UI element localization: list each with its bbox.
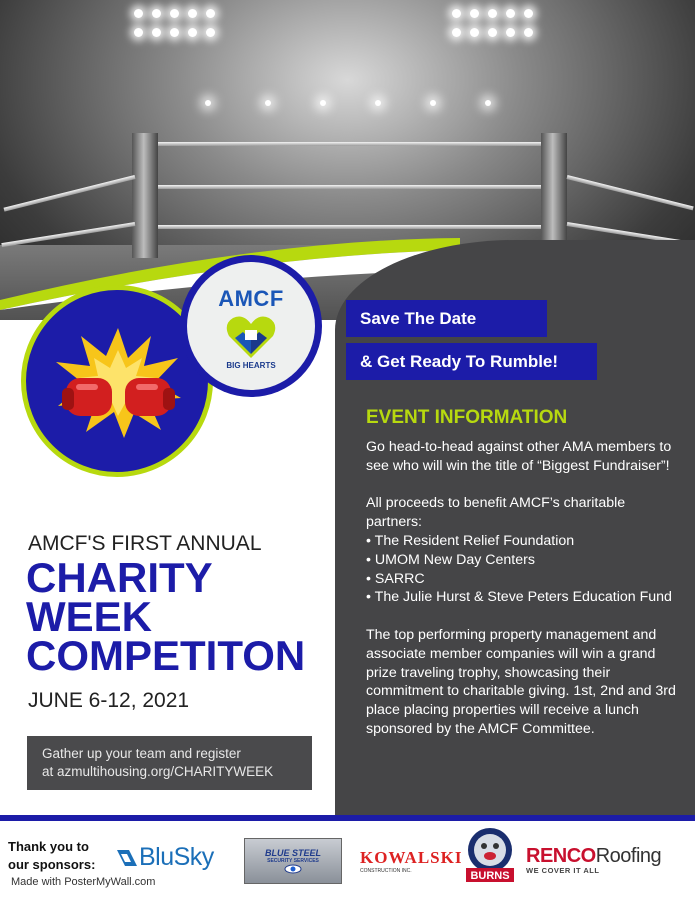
ring-rope xyxy=(158,185,541,189)
sponsor-logo-renco xyxy=(526,845,661,875)
blusky-mark-icon xyxy=(115,846,139,870)
event-info-heading: EVENT INFORMATION xyxy=(366,407,568,428)
kowalski-wordmark: KOWALSKI xyxy=(360,848,463,867)
ring-rope xyxy=(158,142,541,146)
partner-item: • UMOM New Day Centers xyxy=(366,551,535,568)
title-line: COMPETITON xyxy=(26,632,306,679)
spotlight xyxy=(320,100,326,106)
event-info-body xyxy=(366,438,684,758)
thanks-line: our sponsors: xyxy=(8,857,96,872)
register-line: Gather up your team and register xyxy=(42,746,241,761)
stadium-light xyxy=(488,28,497,37)
stadium-light xyxy=(452,9,461,18)
partner-list xyxy=(366,532,684,607)
get-ready-banner: & Get Ready To Rumble! xyxy=(346,343,597,380)
kowalski-subtitle: CONSTRUCTION INC. xyxy=(360,868,412,874)
title-line: CHARITY xyxy=(26,554,213,601)
proceeds-intro: All proceeds to benefit AMCF’s charitable partners: xyxy=(366,495,626,531)
partner-item: • SARRC xyxy=(366,570,425,587)
renco-wordmark xyxy=(526,845,661,868)
stadium-light xyxy=(134,28,143,37)
stadium-light xyxy=(506,28,515,37)
bluesteel-subtitle: SECURITY SERVICES xyxy=(267,858,319,864)
footer-divider xyxy=(0,815,695,821)
save-the-date-banner: Save The Date xyxy=(346,300,547,337)
stadium-light xyxy=(206,28,215,37)
stadium-light xyxy=(452,28,461,37)
stadium-light xyxy=(170,9,179,18)
partner-item: • The Resident Relief Foundation xyxy=(366,532,575,549)
stadium-light xyxy=(152,9,161,18)
stadium-light xyxy=(524,9,533,18)
boxing-gloves-icon xyxy=(56,328,181,438)
event-dates: JUNE 6-12, 2021 xyxy=(28,689,190,712)
stadium-light xyxy=(470,9,479,18)
amcf-logo-tagline: BIG HEARTS xyxy=(226,361,276,370)
made-with-credit[interactable]: Made with PosterMyWall.com xyxy=(11,876,156,888)
event-title xyxy=(26,554,306,679)
register-link[interactable]: at azmultihousing.org/CHARITYWEEK xyxy=(42,764,274,779)
blusky-wordmark: BluSky xyxy=(139,843,214,871)
ring-rope xyxy=(4,175,136,212)
prize-description: The top performing property management and associate member companies will win a grand prize traveling trophy, showcasing their commitment to charitable giving. 1st, 2nd and 3rd place placing properties will receive a lunch sponsored by the AMCF Committee. xyxy=(366,626,676,737)
eye-icon xyxy=(284,864,302,874)
title-line: WEEK xyxy=(26,593,152,640)
amcf-logo-title: AMCF xyxy=(218,286,284,311)
renco-bold: RENCO xyxy=(526,845,596,867)
stadium-light xyxy=(134,9,143,18)
stadium-light xyxy=(188,28,197,37)
amcf-logo-badge xyxy=(180,255,322,397)
spotlight xyxy=(375,100,381,106)
sponsor-logo-blusky xyxy=(115,843,214,872)
event-subtitle: AMCF'S FIRST ANNUAL xyxy=(28,532,262,555)
spotlight xyxy=(430,100,436,106)
spotlight xyxy=(485,100,491,106)
stadium-light xyxy=(506,9,515,18)
sponsor-logo-blue-steel xyxy=(244,838,342,884)
ring-rope xyxy=(158,225,541,229)
event-intro: Go head-to-head against other AMA members to see who will win the title of “Biggest Fundraiser”! xyxy=(366,439,672,474)
burns-wordmark: BURNS xyxy=(470,870,510,882)
renco-light: Roofing xyxy=(595,845,662,867)
stadium-light xyxy=(152,28,161,37)
renco-tagline: WE COVER IT ALL xyxy=(526,866,600,875)
thanks-line: Thank you to xyxy=(8,839,89,854)
register-callout xyxy=(27,736,312,790)
sponsor-logo-kowalski xyxy=(360,848,463,876)
stadium-light xyxy=(188,9,197,18)
stadium-light xyxy=(524,28,533,37)
stadium-light xyxy=(470,28,479,37)
bluesteel-wordmark: BLUE STEEL xyxy=(264,848,321,858)
partner-item: • The Julie Hurst & Steve Peters Education Fund xyxy=(366,589,672,606)
stadium-light xyxy=(206,9,215,18)
spotlight xyxy=(265,100,271,106)
spotlight xyxy=(205,100,211,106)
sponsor-logo-burns xyxy=(460,826,520,888)
amcf-heart-icon xyxy=(225,314,277,360)
sponsor-thanks xyxy=(8,838,95,874)
stadium-light xyxy=(488,9,497,18)
ring-rope xyxy=(567,175,694,210)
stadium-light xyxy=(170,28,179,37)
